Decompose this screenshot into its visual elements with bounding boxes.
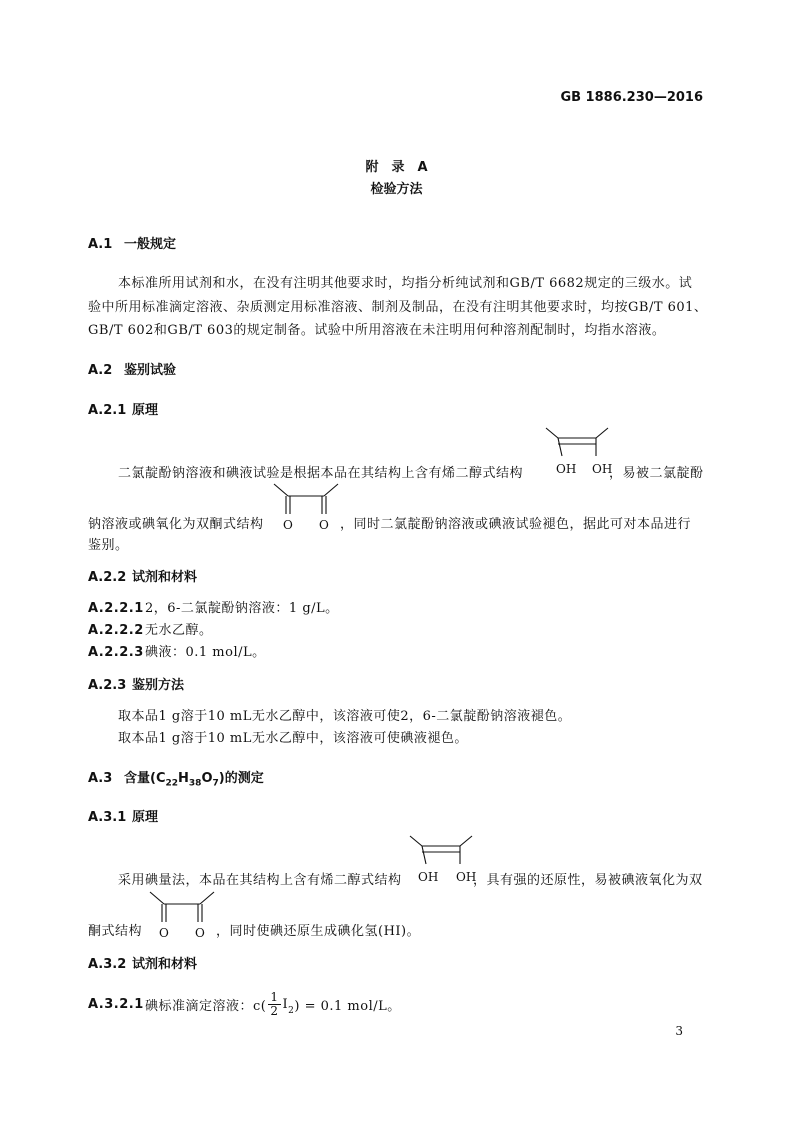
oh-label: OH: [556, 462, 577, 476]
section-heading-a21: [88, 399, 158, 418]
document-id: GB 1886.230—2016: [560, 90, 703, 105]
item-number: A.3.2.1: [88, 996, 144, 1012]
list-item: [88, 984, 401, 1024]
item-text: 无水乙醇。: [145, 623, 213, 638]
item-text: 2，6-二氯靛酚钠溶液：1 g/L。: [145, 601, 339, 616]
list-item: [88, 641, 266, 660]
paragraph-a23-line1: 取本品1 g溶于10 mL无水乙醇中，该溶液可使2，6-二氯靛酚钠溶液褪色。: [118, 709, 572, 724]
section-heading-a31: [88, 806, 158, 825]
diketone-structure-icon: [144, 888, 218, 940]
oh-label: OH: [592, 462, 613, 476]
appendix-label: 附 录 A: [365, 160, 428, 175]
paragraph-a31-line2b: ，同时使碘还原生成碘化氢(HI)。: [216, 924, 421, 939]
list-item: [88, 597, 339, 616]
fraction-denominator: 2: [270, 1003, 279, 1018]
section-number: A.3.1: [88, 810, 127, 825]
paragraph-a1-line2: 验中所用标准滴定溶液、杂质测定用标准溶液、制剂及制品，在没有注明其他要求时，均按GB/T 601、: [88, 300, 708, 315]
section-number: A.3: [88, 771, 113, 786]
section-heading-a1: [88, 233, 176, 252]
section-title: 试剂和材料: [132, 570, 198, 585]
oh-label: OH: [418, 870, 439, 884]
subscript: 38: [188, 778, 202, 789]
page-number: 3: [675, 1024, 683, 1038]
appendix-title: 检验方法: [370, 182, 423, 197]
paragraph-a23-line2: 取本品1 g溶于10 mL无水乙醇中，该溶液可使碘液褪色。: [118, 731, 468, 746]
item-number: A.2.2.1: [88, 601, 144, 616]
section-heading-a22: [88, 566, 197, 585]
o-label: O: [283, 518, 293, 532]
section-number: A.2.3: [88, 678, 127, 693]
section-number: A.2.1: [88, 403, 127, 418]
subscript: 22: [165, 778, 179, 789]
section-heading-a2: [88, 359, 176, 378]
section-number: A.3.2: [88, 957, 127, 972]
o-label: O: [319, 518, 329, 532]
paragraph-a21-line1a: 二氯靛酚钠溶液和碘液试验是根据本品在其结构上含有烯二醇式结构: [118, 466, 524, 481]
paragraph-a1-line3: GB/T 602和GB/T 603的规定制备。试验中所用溶液在未注明用何种溶剂配制时，均指水溶液。: [88, 323, 666, 338]
o-label: O: [159, 926, 169, 940]
paragraph-a31-line1b: ，具有强的还原性，易被碘液氧化为双: [473, 873, 703, 888]
subscript: 2: [288, 1006, 295, 1016]
section-number: A.1: [88, 237, 113, 252]
section-heading-a32: [88, 953, 197, 972]
paragraph-a21-line3: 鉴别。: [88, 538, 129, 553]
section-title-pre: 含量(C: [124, 771, 166, 786]
paragraph-a1-line1: 本标准所用试剂和水，在没有注明其他要求时，均指分析纯试剂和GB/T 6682规定的三级水。试: [118, 276, 693, 291]
paragraph-a21-line2b: ，同时二氯靛酚钠溶液或碘液试验褪色，据此可对本品进行: [340, 517, 692, 532]
paragraph-a31-line2a: 酮式结构: [88, 924, 143, 939]
section-title: 一般规定: [124, 237, 177, 252]
fraction-numerator: 1: [270, 989, 279, 1004]
section-title-h: H: [178, 771, 189, 786]
paragraph-a21-line1b: ，易被二氯靛酚: [609, 466, 704, 481]
enediol-structure-icon: [404, 832, 476, 888]
item-text-pre: 碘标准滴定溶液：c(: [145, 998, 267, 1014]
section-title-post: )的测定: [218, 771, 264, 786]
item-number: A.2.2.3: [88, 645, 144, 660]
section-title: 试剂和材料: [132, 957, 198, 972]
section-title: 鉴别方法: [132, 678, 185, 693]
diketone-structure-icon: [268, 480, 342, 532]
section-number: A.2.2: [88, 570, 127, 585]
enediol-structure-icon: [540, 424, 612, 480]
list-item: [88, 619, 213, 638]
iodine-symbol: I: [282, 996, 289, 1012]
paragraph-a21-line2a: 钠溶液或碘氧化为双酮式结构: [88, 517, 264, 532]
item-text-post: ) = 0.1 mol/L。: [294, 998, 401, 1014]
section-number: A.2: [88, 363, 113, 378]
item-number: A.2.2.2: [88, 623, 144, 638]
paragraph-a31-line1a: 采用碘量法，本品在其结构上含有烯二醇式结构: [118, 873, 402, 888]
item-text: 碘液：0.1 mol/L。: [145, 645, 266, 660]
section-title: 鉴别试验: [124, 363, 177, 378]
fraction: [268, 991, 280, 1018]
section-title: 原理: [132, 810, 159, 825]
oh-label: OH: [456, 870, 477, 884]
section-title: 原理: [132, 403, 159, 418]
section-title-o: O: [201, 771, 213, 786]
subscript: 7: [212, 778, 219, 789]
section-heading-a3: [88, 767, 264, 789]
o-label: O: [195, 926, 205, 940]
section-heading-a23: [88, 674, 184, 693]
